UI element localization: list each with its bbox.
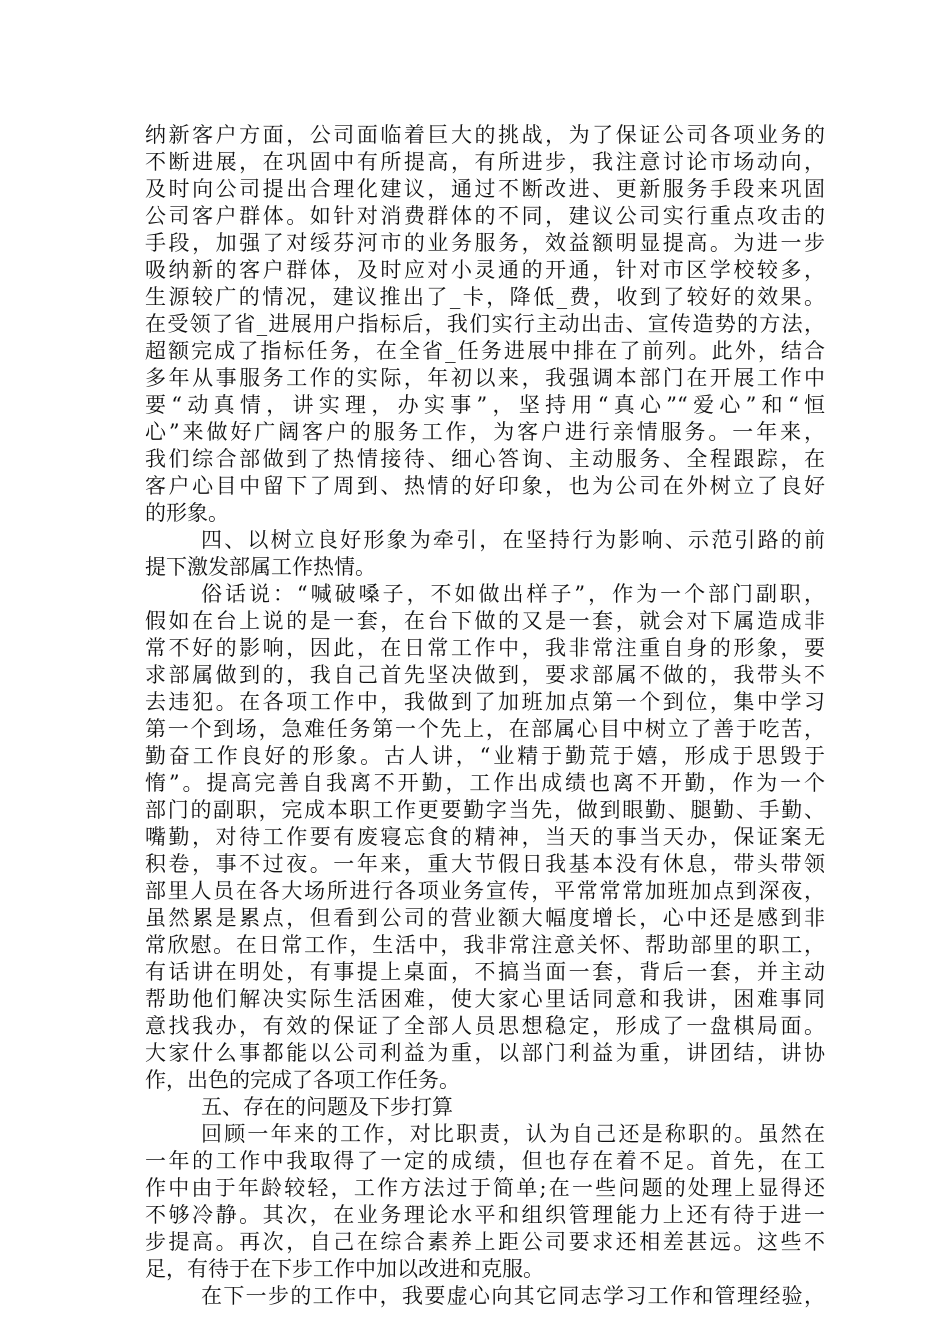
paragraph-start: 回顾一年来的工作，对比职责，认为自己还是称职的。虽然在: [201, 1122, 825, 1146]
text-line: 大家什么事都能以公司利益为重，以部门利益为重，讲团结，讲协: [145, 1041, 825, 1065]
text-line: 勤奋工作良好的形象。古人讲，“业精于勤荒于嬉，形成于思毁于: [145, 744, 825, 768]
text-line: 纳新客户方面，公司面临着巨大的挑战，为了保证公司各项业务的: [145, 123, 825, 147]
text-line: 足，有待于在下步工作中加以改进和克服。: [145, 1257, 544, 1281]
text-line: 我们综合部做到了热情接待、细心答询、主动服务、全程跟踪，在: [145, 447, 825, 471]
text-line: 去违犯。在各项工作中，我做到了加班加点第一个到位，集中学习: [145, 690, 825, 714]
text-line: 第一个到场，急难任务第一个先上，在部属心目中树立了善于吃苦，: [145, 717, 825, 741]
text-line: 及时向公司提出合理化建议，通过不断改进、更新服务手段来巩固: [145, 177, 825, 201]
text-line: 假如在台上说的是一套，在台下做的又是一套，就会对下属造成非: [145, 609, 825, 633]
text-line: 积卷，事不过夜。一年来，重大节假日我基本没有休息，带头带领: [145, 852, 825, 876]
text-line: 一年的工作中我取得了一定的成绩，但也存在着不足。首先，在工: [145, 1149, 825, 1173]
text-line: 手段，加强了对绥芬河市的业务服务，效益额明显提高。为进一步: [145, 231, 825, 255]
text-line: 心”来做好广阔客户的服务工作，为客户进行亲情服务。一年来，: [145, 420, 825, 444]
text-line: 生源较广的情况，建议推出了_卡，降低_费，收到了较好的效果。: [145, 285, 825, 309]
text-line: 部里人员在各大场所进行各项业务宣传，平常常常加班加点到深夜，: [145, 879, 825, 903]
text-line: 提下激发部属工作热情。: [145, 555, 376, 579]
text-line: 客户心目中留下了周到、热情的好印象，也为公司在外树立了良好: [145, 474, 825, 498]
text-line: 求部属做到的，我自己首先坚决做到，要求部属不做的，我带头不: [145, 663, 825, 687]
text-line: 不断进展，在巩固中有所提高，有所进步，我注意讨论市场动向，: [145, 150, 825, 174]
text-line: 意找我办，有效的保证了全部人员思想稳定，形成了一盘棋局面。: [145, 1014, 825, 1038]
text-line: 在受领了省_进展用户指标后，我们实行主动出击、宣传造势的方法，: [145, 312, 825, 336]
text-line: 吸纳新的客户群体，及时应对小灵通的开通，针对市区学校较多，: [145, 258, 825, 282]
section-heading-5: 五、存在的问题及下步打算: [201, 1095, 453, 1119]
paragraph-start: 俗话说：“喊破嗓子，不如做出样子”，作为一个部门副职，: [201, 582, 825, 606]
text-line: 多年从事服务工作的实际，年初以来，我强调本部门在开展工作中: [145, 366, 825, 390]
text-line: 不够冷静。其次，在业务理论水平和组织管理能力上还有待于进一: [145, 1203, 825, 1227]
text-line: 常欣慰。在日常工作，生活中，我非常注意关怀、帮助部里的职工，: [145, 933, 825, 957]
text-line: 作中由于年龄较轻，工作方法过于简单;在一些问题的处理上显得还: [145, 1176, 825, 1200]
section-heading-4: 四、以树立良好形象为牵引，在坚持行为影响、示范引路的前: [201, 528, 825, 552]
text-line: 惰”。提高完善自我离不开勤，工作出成绩也离不开勤，作为一个: [145, 771, 825, 795]
text-line: 步提高。再次，自己在综合素养上距公司要求还相差甚远。这些不: [145, 1230, 825, 1254]
text-line: 超额完成了指标任务，在全省_任务进展中排在了前列。此外，结合: [145, 339, 825, 363]
document-body: [145, 122, 825, 1310]
text-line: 部门的副职，完成本职工作更要勤字当先，做到眼勤、腿勤、手勤、: [145, 798, 825, 822]
text-line: 公司客户群体。如针对消费群体的不同，建议公司实行重点攻击的: [145, 204, 825, 228]
text-line: 作，出色的完成了各项工作任务。: [145, 1068, 460, 1092]
text-line: 帮助他们解决实际生活困难，使大家心里话同意和我讲，困难事同: [145, 987, 825, 1011]
text-line: 常不好的影响，因此，在日常工作中，我非常注重自身的形象，要: [145, 636, 825, 660]
paragraph-start: 在下一步的工作中，我要虚心向其它同志学习工作和管理经验，: [201, 1284, 825, 1308]
text-line: 要“动真情，讲实理，办实事”，坚持用“真心”“爱心”和“恒: [145, 393, 825, 417]
text-line: 虽然累是累点，但看到公司的营业额大幅度增长，心中还是感到非: [145, 906, 825, 930]
text-line: 有话讲在明处，有事提上桌面，不搞当面一套，背后一套，并主动: [145, 960, 825, 984]
text-line: 的形象。: [145, 501, 229, 525]
text-line: 嘴勤，对待工作要有废寝忘食的精神，当天的事当天办，保证案无: [145, 825, 825, 849]
